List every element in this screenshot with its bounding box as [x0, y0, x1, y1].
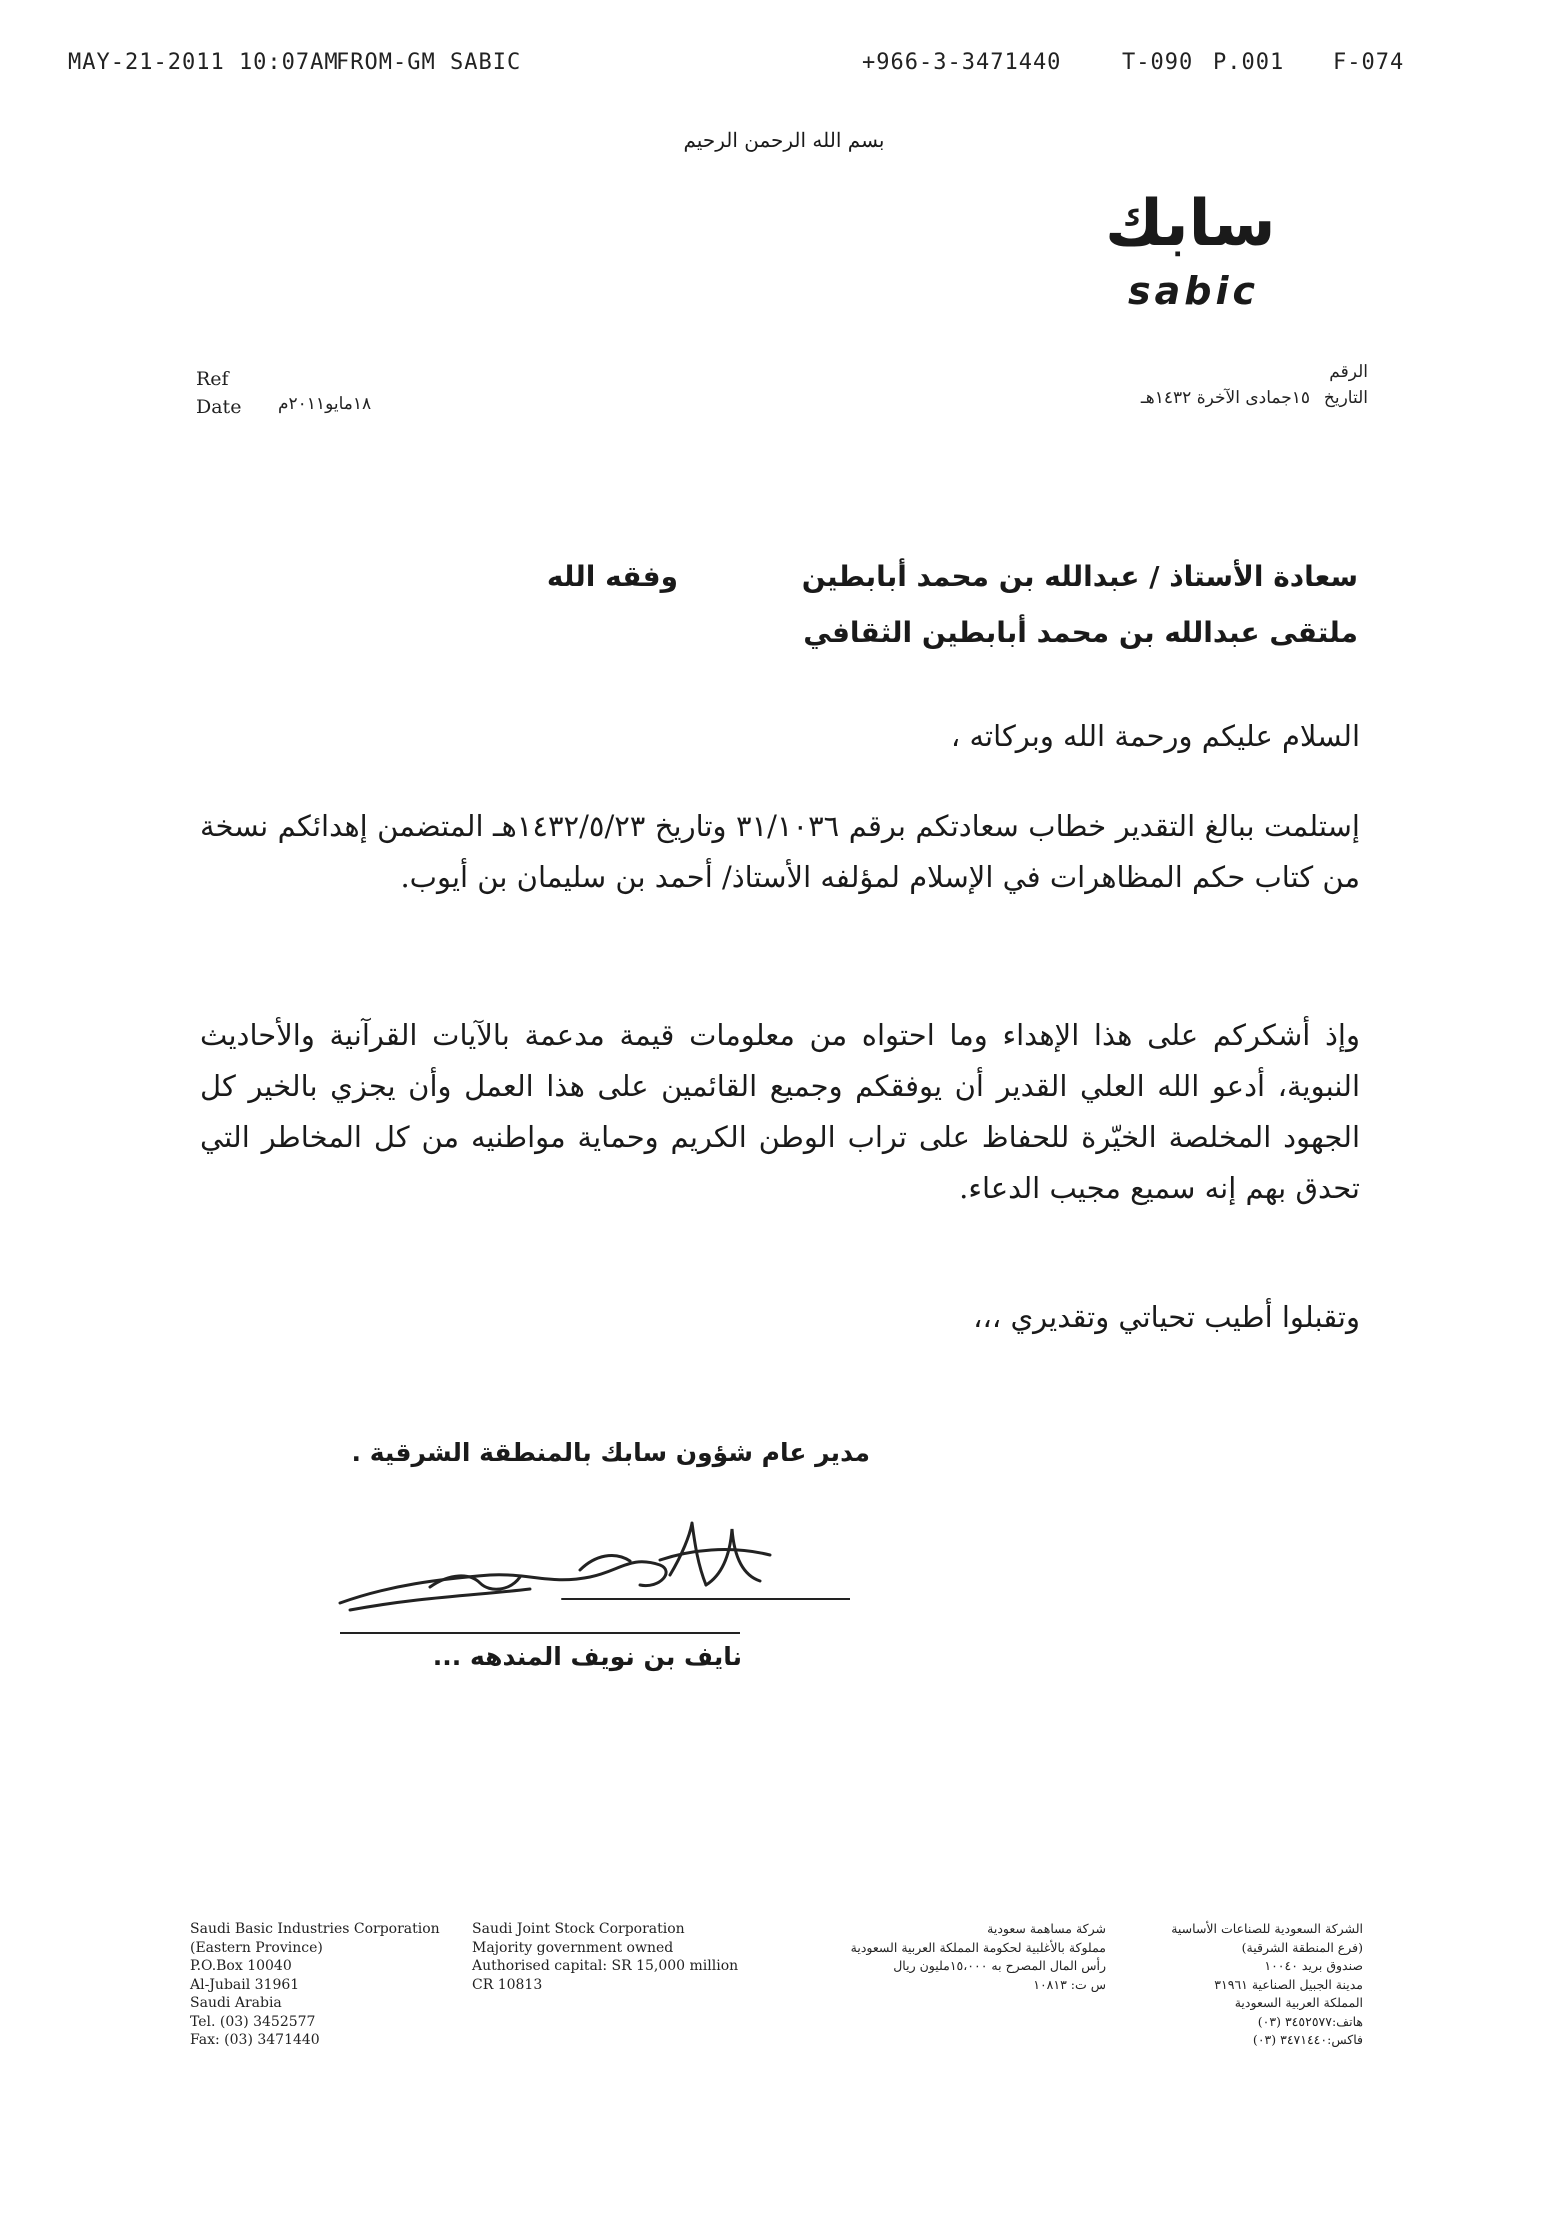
date-label-en: Date — [196, 396, 242, 418]
footer-line: P.O.Box 10040 — [190, 1958, 292, 1974]
footer-line: Tel. (03) 3452577 — [190, 2013, 316, 2030]
signatory-name: نايف بن نويف المندهه ... — [432, 1642, 742, 1671]
fax-sender: FROM-GM SABIC — [336, 50, 522, 75]
fax-form-id: F-074 — [1333, 50, 1405, 75]
footer-line: (Eastern Province) — [190, 1939, 323, 1956]
footer-line: المملكة العربية السعودية — [1234, 1995, 1363, 2010]
greeting: السلام عليكم ورحمة الله وبركاته ، — [950, 719, 1360, 753]
footer-line: مملوكة بالأغلبية لحكومة المملكة العربية السعودية — [850, 1939, 1106, 1955]
footer-line: Fax: (03) 3471440 — [190, 2032, 320, 2048]
signature-underline — [340, 1632, 740, 1634]
footer-line: مدينة الجبيل الصناعية ٣١٩٦١ — [1214, 1976, 1363, 1992]
sabic-logo-arabic: سابك — [1105, 187, 1276, 261]
footer-company-en — [190, 1920, 440, 2050]
sabic-logo-latin: sabic — [1128, 269, 1260, 313]
signatory-title: مدير عام شؤون سابك بالمنطقة الشرقية . — [351, 1438, 870, 1467]
footer-line: Authorised capital: SR 15,000 million — [472, 1958, 739, 1974]
closing-line: وتقبلوا أطيب تحياتي وتقديري ،،، — [973, 1300, 1360, 1334]
footer-line: هاتف:٣٤٥٢٥٧٧ (٠٣) — [1257, 2013, 1363, 2029]
body-paragraph-1: إستلمت ببالغ التقدير خطاب سعادتكم برقم ٣١/١٠٣٦ وتاريخ ١٤٣٢/٥/٢٣هـ المتضمن إهدائكم نسخة من كتاب حكم المظاهرات في الإسلام لمؤلفه الأستاذ/ أحمد بن سليمان بن أيوب. — [200, 809, 1360, 894]
ref-label-en: Ref — [196, 368, 229, 390]
footer-legal-en — [472, 1920, 738, 1994]
footer-line: (فرع المنطقة الشرقية) — [1241, 1939, 1363, 1955]
ref-label-ar: الرقم — [1329, 362, 1368, 382]
footer-line: Saudi Arabia — [190, 1995, 282, 2011]
hijri-date: ١٥جمادى الآخرة ١٤٣٢هـ — [1140, 388, 1310, 408]
footer-line: فاكس:٣٤٧١٤٤٠ (٠٣) — [1252, 2032, 1363, 2047]
addressee-blessing: وفقه الله — [546, 560, 678, 593]
fax-phone: +966-3-3471440 — [862, 50, 1062, 75]
footer-line: شركة مساهمة سعودية — [987, 1921, 1106, 1936]
fax-datetime: MAY-21-2011 10:07AM — [68, 50, 339, 75]
footer-line: Saudi Basic Industries Corporation — [190, 1921, 440, 1937]
fax-page-number: P.001 — [1213, 50, 1285, 75]
footer-line: صندوق بريد ١٠٠٤٠ — [1264, 1958, 1363, 1973]
gregorian-date: ١٨مايو٢٠١١م — [278, 394, 372, 414]
footer-line: رأس المال المصرح به ١٥،٠٠٠مليون ريال — [893, 1958, 1106, 1973]
handwritten-signature — [330, 1515, 850, 1625]
fax-transmission-id: T-090 — [1122, 50, 1194, 75]
footer-line: س ت: ١٠٨١٣ — [1033, 1976, 1106, 1992]
footer-line: Majority government owned — [472, 1939, 674, 1956]
footer-line: الشركة السعودية للصناعات الأساسية — [1171, 1921, 1363, 1936]
addressee-line-2: ملتقى عبدالله بن محمد أبابطين الثقافي — [803, 616, 1358, 649]
addressee-line-1: سعادة الأستاذ / عبدالله بن محمد أبابطين — [801, 560, 1358, 593]
footer-line: Al-Jubail 31961 — [190, 1976, 300, 1993]
footer-line: Saudi Joint Stock Corporation — [472, 1921, 685, 1937]
footer-company-ar — [1171, 1920, 1363, 2050]
footer-line: CR 10813 — [472, 1976, 543, 1993]
date-label-ar: التاريخ — [1323, 388, 1368, 408]
basmala: بسم الله الرحمن الرحيم — [683, 128, 885, 152]
footer-legal-ar — [851, 1920, 1106, 1994]
body-paragraph-2: وإذ أشكركم على هذا الإهداء وما احتواه من معلومات قيمة مدعمة بالآيات القرآنية والأحاديث النبوية، أدعو الله العلي القدير أن يوفقكم وجميع القائمين على هذا العمل وأن يجزي بالخير كل الجهود المخلصة الخيّرة للحفاظ على تراب الوطن الكريم وحماية مواطنيه من كل المخاطر التي تحدق بهم إنه سميع مجيب الدعاء. — [200, 1018, 1360, 1205]
